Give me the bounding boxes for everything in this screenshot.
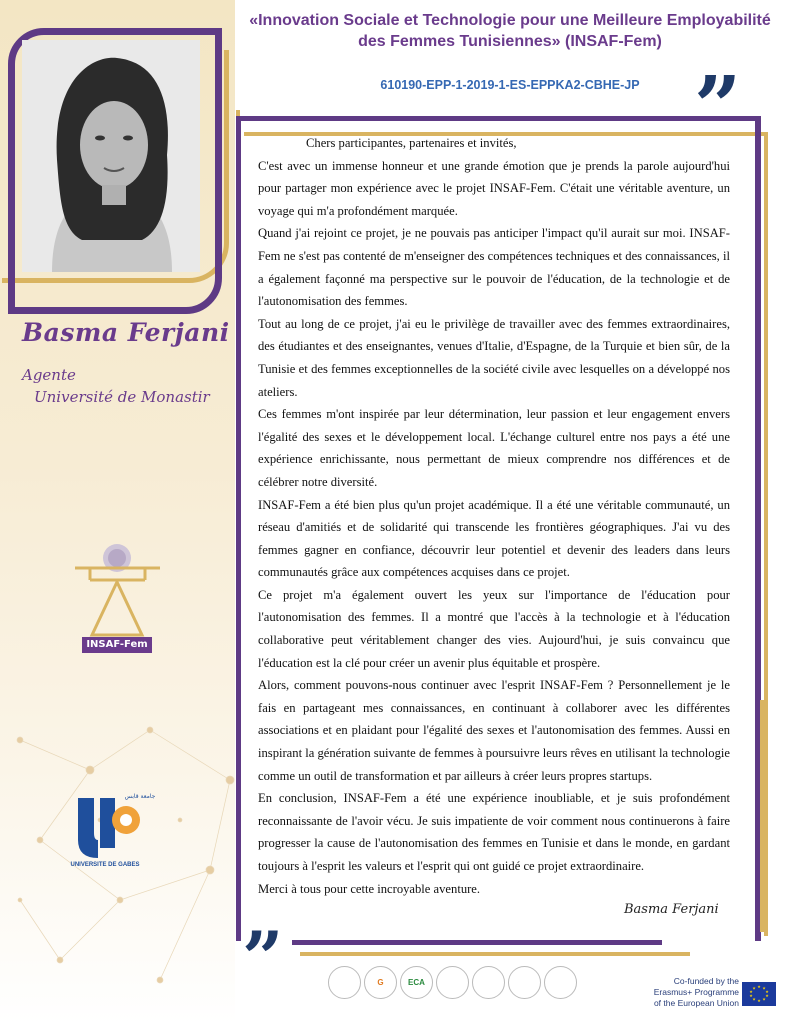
eu-cofunding-text [643,976,739,1009]
svg-text:★: ★ [762,985,766,991]
project-code: 610190-EPP-1-2019-1-ES-EPPKA2-CBHE-JP [380,78,640,92]
universite-de-gabes-logo [60,778,156,868]
svg-text:★: ★ [765,989,769,994]
partner-logo [544,966,577,999]
eu-flag-icon [742,982,776,1006]
university-name: UNIVERSITE DE GABES [70,862,140,868]
quote-mark-top: ” [694,59,742,155]
letter-paragraph: Alors, comment pouvons-nous continuer avec l'esprit INSAF-Fem ? Personnellement je le fais en partageant mes connaissances, en continuant à collaborer avec les différentes associations et en plaidant pour l'égalité des sexes et l'autonomisation des femmes. Aussi en inspirant la génération suivante de femmes à poursuivre leurs rêves en utilisant la technologie comme un outil de transformation et par ailleurs à créer leurs propres startups. [258,678,730,783]
svg-text:★: ★ [757,998,761,1003]
eu-text-line: Co-funded by the [673,976,739,986]
letter-closing: Merci à tous pour cette incroyable aventure. [258,881,481,896]
svg-text:★: ★ [749,993,753,998]
role-institution: Université de Monastir [34,388,210,406]
partner-logo [472,966,505,999]
svg-text:★: ★ [752,985,756,991]
page-title: «Innovation Sociale et Technologie pour une Meilleure Employabilité des Femmes Tunisiennes» (INSAF-Fem) [249,12,771,50]
insaf-fem-label: INSAF-Fem [82,637,152,653]
partner-logo: ECA [400,966,433,999]
letter-paragraph: Tout au long de ce projet, j'ai eu le privilège de travailler avec des femmes extraordinaires, des étudiantes et des enseignantes, venues d'Italie, d'Espagne, de la Turquie et bien sûr, de la Tunisie et des femmes exceptionnelles de la société civile avec lesquelles on a développé nos ateliers. [258,316,730,399]
letter-paragraph: Ces femmes m'ont inspirée par leur détermination, leur passion et leur engagement envers l'égalité des sexes et le développement local. L'échange culturel entre nos pays a été une expérience enrichissante, nous permettant de mieux comprendre nos différences et de célébrer notre diversité. [258,407,730,489]
svg-text:★: ★ [762,996,766,1002]
letter-paragraph: En conclusion, INSAF-Fem a été une expérience inoubliable, et je suis profondément reconnaissante de l'avoir vécu. Je suis impatiente de voir comment nous continuerons à faire progresser la cause de l'autonomisation des femmes en Tunisie et dans le monde, en gardant toujours à l'esprit les valeurs et l'esprit qui ont guidé ce projet extraordinaire. [258,791,730,873]
letter-paragraph: Ce projet m'a également ouvert les yeux sur l'importance de l'éducation pour l'autonomisation des femmes. Il a montré que l'accès à la technologie et à l'éducation collaborative peut véritablement changer des vies. Aujourd'hui, je suis convaincu que l'éducation est la clé pour créer un avenir plus équitable et prospère. [258,587,730,670]
role-title: Agente [22,366,76,384]
svg-text:★: ★ [765,993,769,998]
eu-text-line: Erasmus+ Programme [653,987,739,997]
frame-gold-right [760,700,764,932]
partner-logo [508,966,541,999]
frame-gold-bottom [300,952,690,956]
frame-purple-bottom [292,940,662,945]
letter-body [258,132,730,900]
person-name: Basma Ferjani [22,318,230,347]
letter-paragraph: INSAF-Fem a été bien plus qu'un projet académique. Il a été une véritable communauté, un réseau d'amitiés et de solidarité qui transcende les frontières géographiques. J'ai vu des femmes gagner en confiance, découvrir leur potentiel et devenir des leaders dans leurs communautés grâce aux compétences acquises dans ce projet. [258,497,730,580]
partner-logo [328,966,361,999]
letter-paragraph: C'est avec un immense honneur et une grande émotion que je prends la parole aujourd'hui pour partager mon expérience avec le projet INSAF-Fem. C'était une véritable aventure, un voyage qui m'a profondément marquée. [258,158,730,218]
svg-text:★: ★ [757,984,761,989]
letter-paragraph: Quand j'ai rejoint ce projet, je ne pouvais pas anticiper l'impact qu'il aurait sur moi. INSAF-Fem ne s'est pas contenté de m'enseigner des compétences techniques et des connaissances, il a également façonné ma perspective sur le pouvoir de l'éducation, de la technologie et de l'autonomisation des femmes. [258,226,730,309]
partner-logos [328,966,577,1008]
person-role [22,364,210,408]
letter-greeting: Chers participantes, partenaires et invités, [306,136,517,150]
university-name-arabic: جامعة قابس [124,793,156,800]
quote-mark-bottom: ” [242,915,284,1000]
partner-logo: G [364,966,397,999]
signature: Basma Ferjani [624,902,719,917]
eu-text-line: of the European Union [653,998,739,1008]
svg-text:★: ★ [752,996,756,1002]
svg-text:★: ★ [749,989,753,994]
portrait-photo [22,40,200,272]
partner-logo [436,966,469,999]
